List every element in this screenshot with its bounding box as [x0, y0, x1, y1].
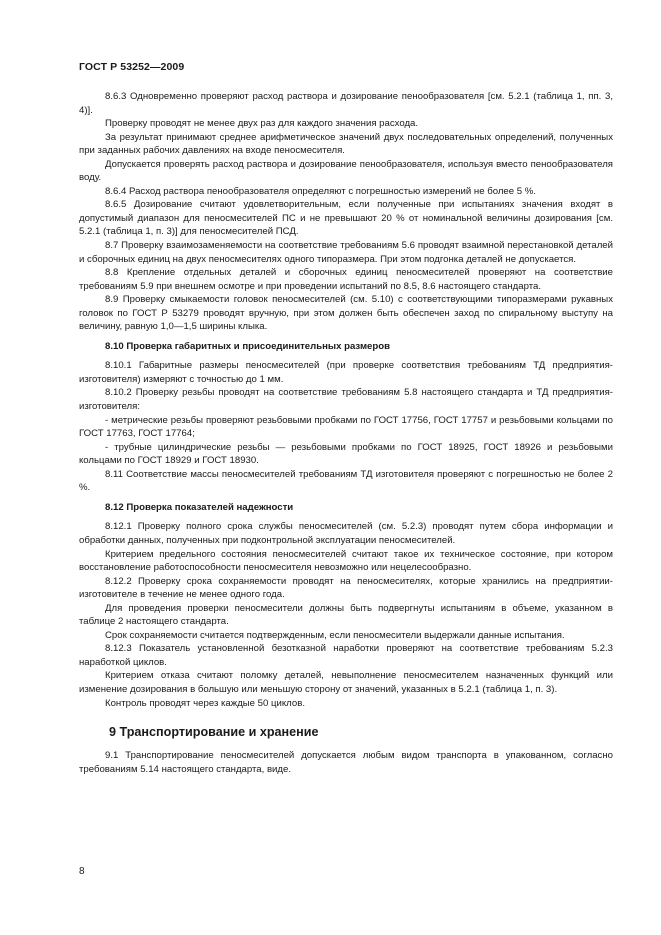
paragraph-8-11: 8.11 Соответствие массы пеносмесителей требованиям ТД изготовителя проверяют с погрешностью не более 2 %.	[79, 468, 613, 494]
paragraph-8-12-2-confirmed: Срок сохраняемости считается подтвержденным, если пеносмесители выдержали данные испытания.	[105, 629, 565, 641]
list-item-pipe-threads: - трубные цилиндрические резьбы — резьбовыми пробками по ГОСТ 18925, ГОСТ 18926 и резьбовыми кольцами по ГОСТ 18929 и ГОСТ 18930.	[79, 441, 613, 467]
page-number: 8	[79, 866, 85, 877]
paragraph-8-7: 8.7 Проверку взаимозаменяемости на соответствие требованиям 5.6 проводят взаимной перестановкой деталей и сборочных единиц на двух пеносмесителях одного типоразмера. При этом подгонка деталей не допускается.	[79, 240, 613, 265]
paragraph-8-6-3-repeats: Проверку проводят не менее двух раз для каждого значения расхода.	[105, 118, 419, 130]
paragraph-8-12-3: 8.12.3 Показатель установленной безотказной наработки проверяют на соответствие требованиям 5.2.3 наработкой циклов.	[79, 643, 613, 668]
paragraph-8-6-3: 8.6.3 Одновременно проверяют расход раствора и дозирование пенообразователя [см. 5.2.1 (таблица 1, пп. 3, 4)].	[79, 91, 613, 116]
document-header: ГОСТ Р 53252—2009	[79, 61, 185, 73]
section-heading-8-12: 8.12 Проверка показателей надежности	[105, 501, 294, 513]
paragraph-9-1: 9.1 Транспортирование пеносмесителей допускается любым видом транспорта в упакованном, согласно требованиям 5.14 настоящего стандарта, виде.	[79, 750, 613, 775]
list-item-metric-threads: - метрические резьбы проверяют резьбовыми пробками по ГОСТ 17756, ГОСТ 17757 и резьбовыми кольцами по ГОСТ 17763, ГОСТ 17764;	[79, 414, 613, 440]
paragraph-8-8: 8.8 Крепление отдельных деталей и сборочных единиц пеносмесителей проверяют на соответствие требованиям 5.9 при внешнем осмотре и при проведении испытаний по 8.5, 8.6 настоящего стандарта.	[79, 267, 613, 292]
paragraph-8-6-3-water: Допускается проверять расход раствора и дозирование пенообразователя, используя вместо пенообразователя воду.	[79, 158, 613, 184]
paragraph-8-6-3-result: За результат принимают среднее арифметическое значений двух последовательных определений, полученных при заданных рабочих давлениях на входе пеносмесителя.	[79, 131, 613, 157]
paragraph-8-12-3-failure: Критерием отказа считают поломку деталей, невыполнение пеносмесителем назначенных функций или изменение дозирования в большую или меньшую сторону от значений, указанных в 5.2.1 (таблица 1, п. 3).	[79, 670, 613, 695]
paragraph-8-6-4: 8.6.4 Расход раствора пенообразователя определяют с погрешностью измерений не более 5 %.	[105, 185, 536, 197]
paragraph-8-12-1-criterion: Критерием предельного состояния пеносмесителей считают такое их техническое состояние, при котором восстановление работоспособности пеносмесителя невозможно или нецелесообразно.	[79, 548, 613, 574]
paragraph-8-10-1: 8.10.1 Габаритные размеры пеносмесителей (при проверке соответствия требованиям ТД предприятия-изготовителя) измеряют с точностью до 1 мм.	[79, 360, 613, 385]
section-heading-9: 9 Транспортирование и хранение	[109, 725, 319, 740]
paragraph-8-12-2: 8.12.2 Проверку срока сохраняемости проводят на пеносмесителях, которые хранились на предприятии-изготовителе в течение не менее одного года.	[79, 575, 613, 601]
paragraph-8-12-1: 8.12.1 Проверку полного срока службы пеносмесителей (см. 5.2.3) проводят путем сбора информации и обработки данных, полученных при подконтрольной эксплуатации пеносмесителей.	[79, 521, 613, 546]
paragraph-8-12-3-control: Контроль проводят через каждые 50 циклов.	[105, 697, 305, 709]
paragraph-8-10-2: 8.10.2 Проверку резьбы проводят на соответствие требованиям 5.8 настоящего стандарта и ТД предприятия-изготовителя:	[79, 387, 613, 413]
section-heading-8-10: 8.10 Проверка габаритных и присоединительных размеров	[105, 340, 390, 352]
document-body	[79, 90, 613, 776]
paragraph-8-9: 8.9 Проверку смыкаемости головок пеносмесителей (см. 5.10) с соответствующими типоразмерами рукавных головок по ГОСТ Р 53279 проводят вручную, при этом должен быть обеспечен заход по спиральному выступу на величину, равную 1,0—1,5 ширины клыка.	[79, 294, 613, 333]
paragraph-8-6-5: 8.6.5 Дозирование считают удовлетворительным, если полученные при испытаниях значения входят в допустимый диапазон для пеносмесителей ПС и не превышают 20 % от номинальной величины дозирования [см. 5.2.1 (таблица 1, п. 3)] для пеносмесителей ПСД.	[79, 199, 613, 238]
paragraph-8-12-2-tests: Для проведения проверки пеносмесители должны быть подвергнуты испытаниям в объеме, указанном в таблице 2 настоящего стандарта.	[79, 602, 613, 628]
